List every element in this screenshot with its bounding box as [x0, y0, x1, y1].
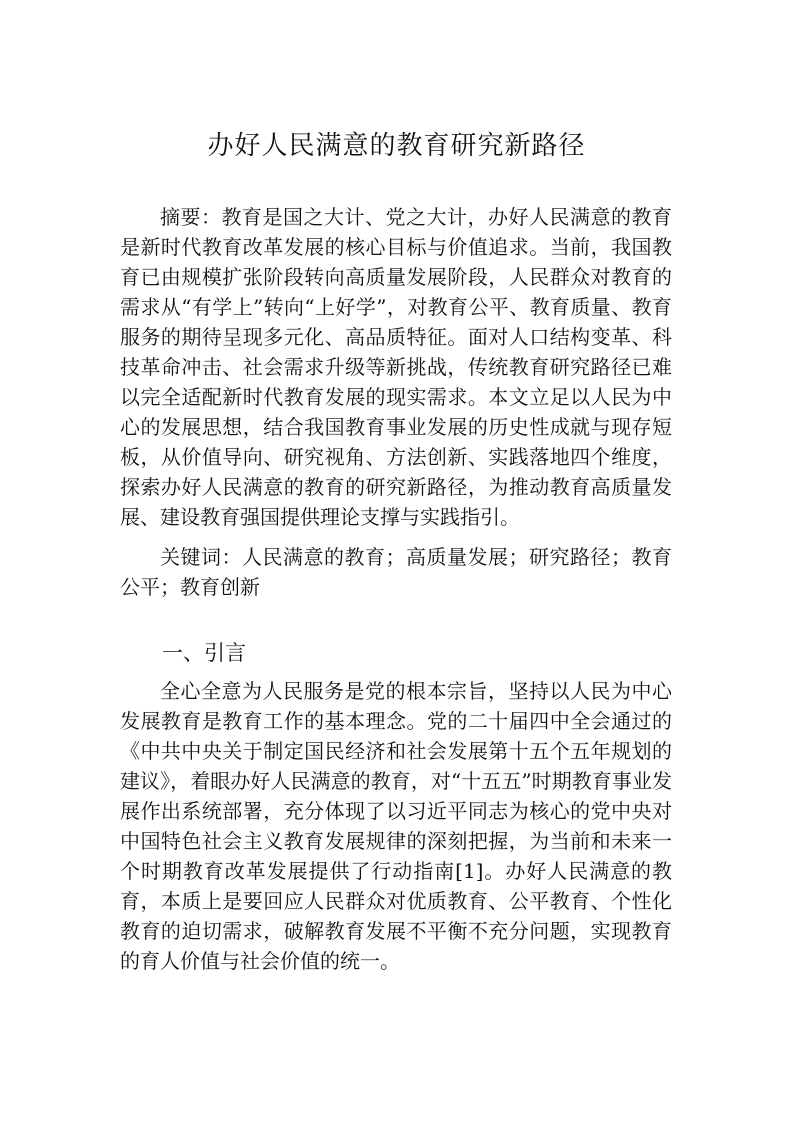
keywords-label: 关键词： — [160, 545, 242, 569]
paper-title: 办好人民满意的教育研究新路径 — [207, 131, 586, 161]
keywords-paragraph — [120, 542, 672, 602]
paper-body — [120, 202, 672, 976]
abstract-label: 摘要： — [160, 205, 222, 229]
abstract-paragraph — [120, 202, 672, 532]
section-heading: 一、引言 — [162, 641, 246, 665]
abstract-text: 教育是国之大计、党之大计，办好人民满意的教育是新时代教育改革发展的核心目标与价值追求。当前，我国教育已由规模扩张阶段转向高质量发展阶段，人民群众对教育的需求从“有学上”转向“上好学”，对教育公平、教育质量、教育服务的期待呈现多元化、高品质特征。面对人口结构变革、科技革命冲击、社会需求升级等新挑战，传统教育研究路径已难以完全适配新时代教育发展的现实需求。本文立足以人民为中心的发展思想，结合我国教育事业发展的历史性成就与现存短板，从价值导向、研究视角、方法创新、实践落地四个维度，探索办好人民满意的教育的研究新路径，为推动教育高质量发展、建设教育强国提供理论支撑与实践指引。 — [120, 205, 672, 529]
keywords-text: 人民满意的教育；高质量发展；研究路径；教育公平；教育创新 — [120, 545, 672, 599]
body-paragraph: 全心全意为人民服务是党的根本宗旨，坚持以人民为中心发展教育是教育工作的基本理念。党的二十届四中全会通过的《中共中央关于制定国民经济和社会发展第十五个五年规划的建议》，着眼办好人民满意的教育，对“十五五”时期教育事业发展作出系统部署，充分体现了以习近平同志为核心的党中央对中国特色社会主义教育发展规律的深刻把握，为当前和未来一个时期教育改革发展提供了行动指南[1]。办好人民满意的教育，本质上是要回应人民群众对优质教育、公平教育、个性化教育的迫切需求，破解教育发展不平衡不充分问题，实现教育的育人价值与社会价值的统一。 — [120, 679, 672, 973]
